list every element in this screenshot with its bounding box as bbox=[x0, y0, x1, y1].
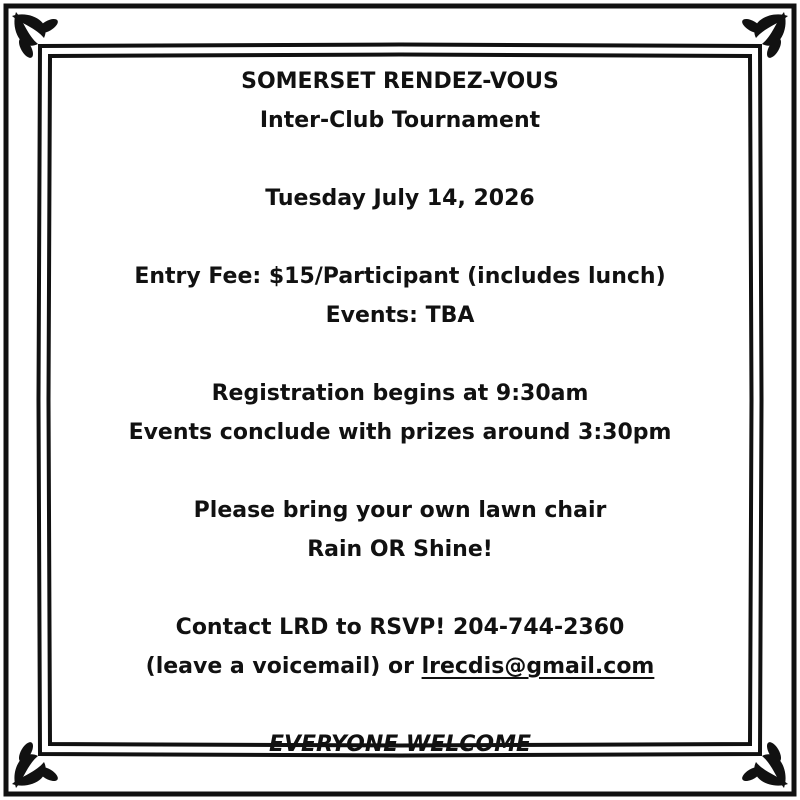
corner-ornament-bottom-right bbox=[740, 740, 788, 788]
event-date: Tuesday July 14, 2026 bbox=[265, 186, 535, 211]
bring-chair-note: Please bring your own lawn chair bbox=[193, 498, 607, 523]
entry-fee: Entry Fee: $15/Participant (includes lunch) bbox=[134, 264, 666, 289]
email-link[interactable]: lrecdis@gmail.com bbox=[421, 654, 655, 679]
spacer bbox=[60, 218, 740, 257]
voicemail-text: (leave a voicemail) or bbox=[145, 654, 422, 679]
spacer bbox=[60, 452, 740, 491]
weather-note: Rain OR Shine! bbox=[307, 537, 493, 562]
contact-line: Contact LRD to RSVP! 204-744-2360 bbox=[175, 615, 625, 640]
spacer bbox=[60, 569, 740, 608]
corner-ornament-top-left bbox=[12, 12, 60, 60]
title-line-1: SOMERSET RENDEZ-VOUS bbox=[241, 69, 559, 94]
corner-ornament-bottom-left bbox=[12, 740, 60, 788]
spacer bbox=[60, 140, 740, 179]
title-line-2: Inter-Club Tournament bbox=[259, 108, 541, 133]
conclusion-time: Events conclude with prizes around 3:30pm bbox=[128, 420, 672, 445]
events-info: Events: TBA bbox=[325, 303, 475, 328]
registration-time: Registration begins at 9:30am bbox=[211, 381, 589, 406]
flyer-text bbox=[60, 62, 740, 764]
voicemail-line bbox=[60, 647, 740, 686]
spacer bbox=[60, 686, 740, 725]
spacer bbox=[60, 335, 740, 374]
welcome-line: EVERYONE WELCOME bbox=[268, 732, 532, 757]
corner-ornament-top-right bbox=[740, 12, 788, 60]
